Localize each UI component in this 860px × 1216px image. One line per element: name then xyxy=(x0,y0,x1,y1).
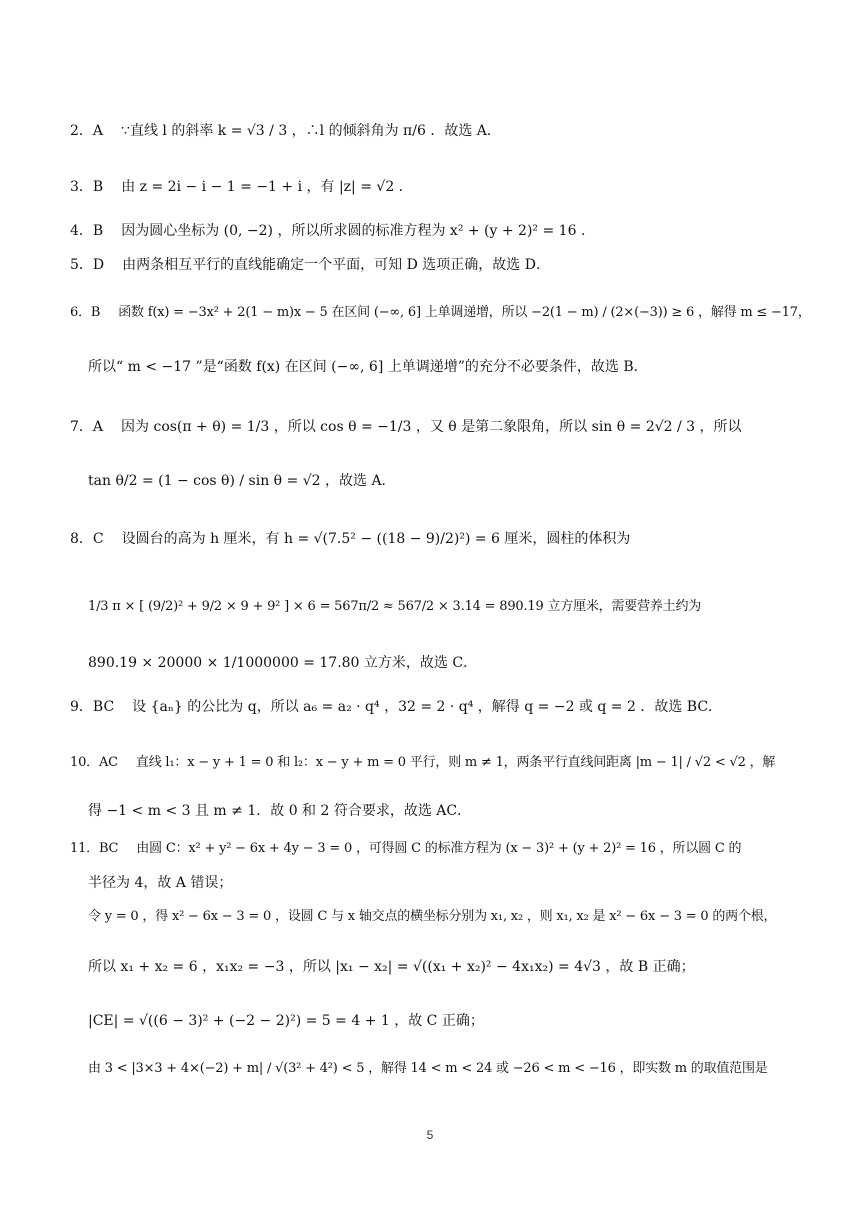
answer-line xyxy=(70,254,792,276)
answer-line xyxy=(70,470,792,492)
answer-line xyxy=(70,302,811,324)
answer-text: 令 y = 0 ，得 x² − 6x − 3 = 0 ，设圆 C 与 x 轴交点的横坐标分别为 x₁, x₂ ，则 x₁, x₂ 是 x² − 6x − 3 = 0 的两个根， xyxy=(88,909,777,924)
answer-line xyxy=(70,838,792,860)
answer-line xyxy=(70,872,792,894)
answer-number: 10．AC xyxy=(70,755,118,770)
answer-text: tan θ/2 = (1 − cos θ) / sin θ = √2 ，故选 A． xyxy=(88,473,396,489)
answer-number: 11．BC xyxy=(70,841,119,856)
answer-line xyxy=(70,956,792,978)
answer-number: 2．A xyxy=(70,123,104,139)
answer-number: 6．B xyxy=(70,305,101,320)
answer-line xyxy=(70,800,792,822)
answer-number: 3．B xyxy=(70,179,104,195)
answer-text: 由圆 C：x² + y² − 6x + 4y − 3 = 0 ，可得圆 C 的标准方程为 (x − 3)² + (y + 2)² = 16 ，所以圆 C 的 xyxy=(136,841,742,856)
answer-text: |CE| = √((6 − 3)² + (−2 − 2)²) = 5 = 4 + 1 ，故 C 正确； xyxy=(88,1013,484,1029)
answer-text: 直线 l₁：x − y + 1 = 0 和 l₂：x − y + m = 0 平行，则 m ≠ 1，两条平行直线间距离 |m − 1| / √2 < √2 ，解 xyxy=(135,755,776,770)
answer-line xyxy=(70,752,792,774)
answer-text: 函数 f(x) = −3x² + 2(1 − m)x − 5 在区间 (−∞, 6] 上单调递增，所以 −2(1 − m) / (2×(−3)) ≥ 6 ，解得 m ≤ −17， xyxy=(118,305,811,320)
answer-line xyxy=(70,416,792,438)
answer-line xyxy=(70,1058,792,1080)
answer-number: 8．C xyxy=(70,531,104,547)
answer-text: ∵直线 l 的斜率 k = √3 / 3 ，∴l 的倾斜角为 π/6 ．故选 A． xyxy=(121,123,501,139)
answer-text: 得 −1 < m < 3 且 m ≠ 1．故 0 和 2 符合要求，故选 AC． xyxy=(88,803,472,819)
answer-line xyxy=(70,356,792,378)
answer-line xyxy=(70,1010,792,1032)
answer-text: 由 z = 2i − i − 1 = −1 + i ，有 |z| = √2 ． xyxy=(121,179,413,195)
page-number: 5 xyxy=(426,1128,434,1142)
answer-number: 7．A xyxy=(70,419,104,435)
answer-line xyxy=(70,652,792,674)
answer-text: 设圆台的高为 h 厘米，有 h = √(7.5² − ((18 − 9)/2)²) = 6 厘米，圆柱的体积为 xyxy=(121,531,631,547)
answer-text: 因为 cos(π + θ) = 1/3 ，所以 cos θ = −1/3 ，又 θ 是第二象限角，所以 sin θ = 2√2 / 3 ，所以 xyxy=(121,419,742,435)
answer-number: 9．BC xyxy=(70,699,115,715)
answer-line xyxy=(70,120,792,142)
answer-number: 4．B xyxy=(70,223,104,239)
answer-line xyxy=(70,528,792,550)
answer-text: 由两条相互平行的直线能确定一个平面，可知 D 选项正确，故选 D． xyxy=(122,257,550,273)
answer-text: 设 {aₙ} 的公比为 q，所以 a₆ = a₂ · q⁴ ，32 = 2 · q⁴ ，解得 q = −2 或 q = 2 ．故选 BC． xyxy=(132,699,723,715)
answer-text: 半径为 4，故 A 错误； xyxy=(88,875,233,891)
answer-line xyxy=(70,220,792,242)
answer-line xyxy=(70,176,792,198)
answer-text: 890.19 × 20000 × 1/1000000 = 17.80 立方米，故选 C． xyxy=(88,655,478,671)
answer-text: 所以 x₁ + x₂ = 6 ，x₁x₂ = −3 ，所以 |x₁ − x₂| = √((x₁ + x₂)² − 4x₁x₂) = 4√3 ，故 B 正确； xyxy=(88,959,695,975)
answer-line xyxy=(70,596,792,618)
answer-number: 5．D xyxy=(70,257,105,273)
answer-text: 因为圆心坐标为 (0, −2) ，所以所求圆的标准方程为 x² + (y + 2)² = 16 ． xyxy=(121,223,595,239)
answer-text: 由 3 < |3×3 + 4×(−2) + m| / √(3² + 4²) < 5 ，解得 14 < m < 24 或 −26 < m < −16 ，即实数 m 的取值范围是 xyxy=(88,1061,768,1076)
answer-text: 1/3 π × [ (9/2)² + 9/2 × 9 + 9² ] × 6 = 567π/2 ≈ 567/2 × 3.14 = 890.19 立方厘米，需要营养土约为 xyxy=(88,599,702,614)
answer-line xyxy=(70,906,792,928)
answer-text: 所以“ m < −17 ”是“函数 f(x) 在区间 (−∞, 6] 上单调递增”的充分不必要条件，故选 B． xyxy=(88,359,648,375)
answer-line xyxy=(70,696,792,718)
